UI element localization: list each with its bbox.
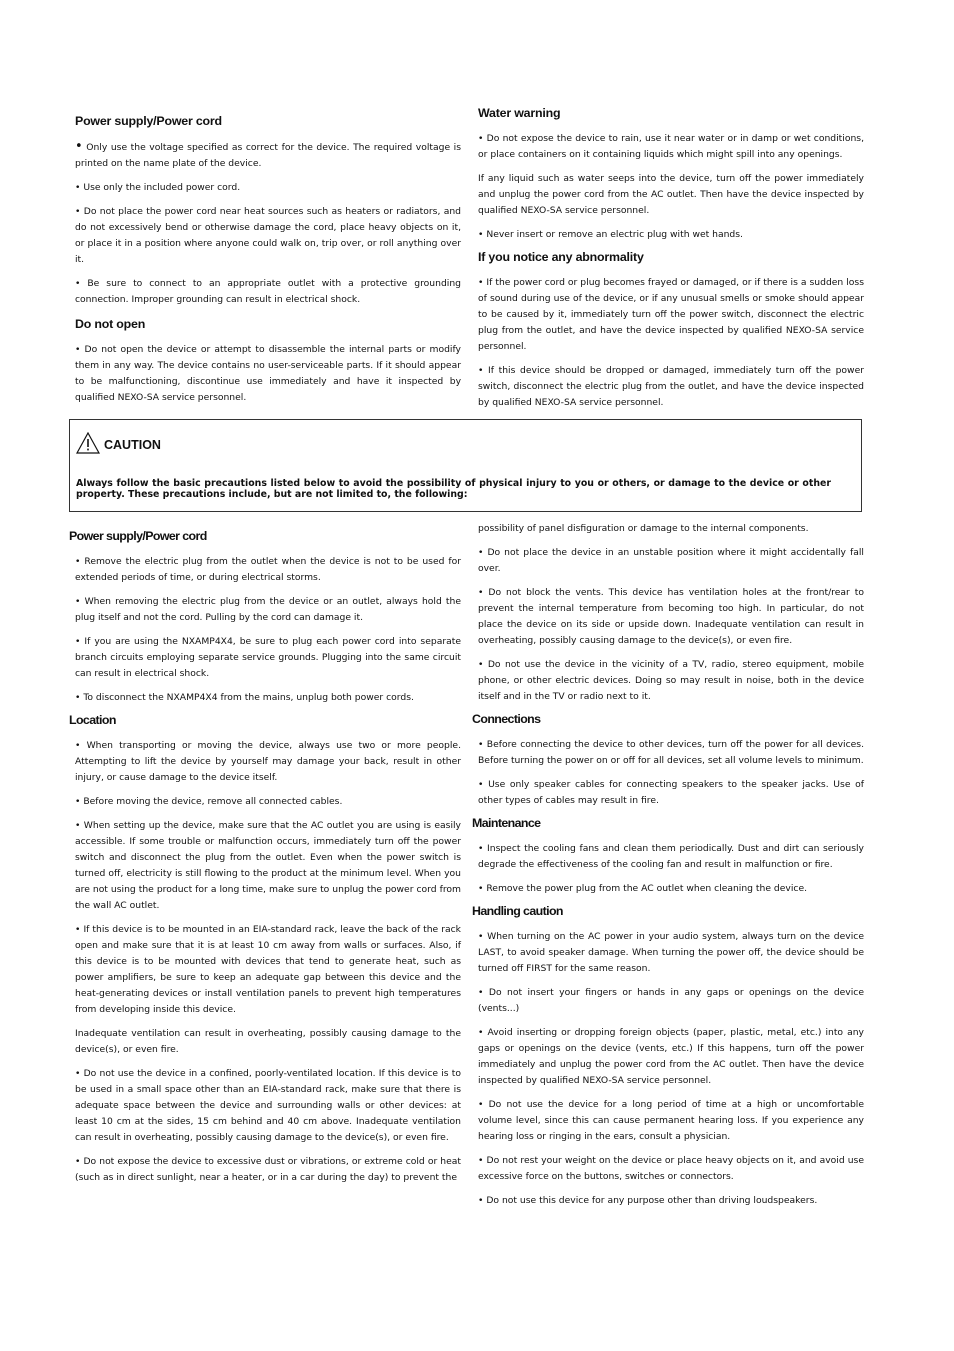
caution-label: CAUTION bbox=[104, 438, 161, 452]
paragraph: • Remove the power plug from the AC outlet when cleaning the device. bbox=[478, 883, 808, 894]
paragraph: • Do not block the vents. This device has ventilation holes at the front/rear to prevent the internal temperature from becoming too high. In particular, do not place the device on its side or upside down. Inadequate ventilation can result in overheating, possibly causing damage to the device(s), or even fire. bbox=[478, 587, 864, 646]
paragraph: • Use only the included power cord. bbox=[75, 182, 241, 193]
paragraph: • Do not rest your weight on the device or place heavy objects on it, and avoid use excessive force on the buttons, switches or connectors. bbox=[478, 1155, 864, 1182]
paragraph: • Before connecting the device to other devices, turn off the power for all devices. Before turning the power on or off for all devices, set all volume levels to minimum. bbox=[478, 739, 864, 766]
paragraph: • Remove the electric plug from the outlet when the device is not to be used for extended periods of time, or during electrical storms. bbox=[75, 556, 461, 583]
section-heading-do-not-open: Do not open bbox=[75, 317, 146, 331]
paragraph: • Only use the voltage specified as correct for the device. The required voltage is printed on the name plate of the device. bbox=[75, 139, 462, 169]
warning-triangle-icon bbox=[76, 432, 100, 454]
paragraph: • Do not insert your fingers or hands in any gaps or openings on the device (vents...) bbox=[478, 987, 864, 1014]
section-heading-handling-caution: Handling caution bbox=[472, 904, 563, 918]
paragraph: • Be sure to connect to an appropriate outlet with a protective grounding connection. Improper grounding can result in electrical shock. bbox=[75, 278, 461, 305]
section-heading-maintenance: Maintenance bbox=[472, 816, 541, 830]
paragraph: • If this device should be dropped or damaged, immediately turn off the power switch, disconnect the electric plug from the outlet, and have the device inspected by qualified NEXO-SA service personnel. bbox=[478, 365, 864, 408]
paragraph: • Do not use the device in a confined, poorly-ventilated location. If this device is to be used in a small space other than an EIA-standard rack, make sure that there is adequate space between the device and surrounding walls or other devices: at least 10 cm at the sides, 15 cm behind and 40 cm above. Inadequate ventilation can result in overheating, possibly causing damage to the device(s), or even fire. bbox=[75, 1068, 461, 1143]
paragraph: • When setting up the device, make sure that the AC outlet you are using is easily accessible. If some trouble or malfunction occurs, immediately turn off the power switch and disconnect the plug from the outlet. Even when the power switch is turned off, electricity is still flowing to the product at the minimum level. When you are not using the product for a long time, make sure to unplug the power cord from the wall AC outlet. bbox=[75, 820, 461, 911]
paragraph: • Inspect the cooling fans and clean them periodically. Dust and dirt can seriously degrade the effectiveness of the cooling fan and result in malfunction or fire. bbox=[478, 843, 864, 870]
caution-left-column bbox=[69, 529, 461, 1186]
paragraph: • Do not open the device or attempt to disassemble the internal parts or modify them in any way. The device contains no user-serviceable parts. If it should appear to be malfunctioning, discontinue use immediately and have it inspected by qualified NEXO-SA service personnel. bbox=[75, 344, 461, 403]
paragraph: • Do not use this device for any purpose other than driving loudspeakers. bbox=[478, 1195, 818, 1206]
section-heading-connections: Connections bbox=[472, 712, 541, 726]
paragraph: • If you are using the NXAMP4X4, be sure to plug each power cord into separate branch circuits employing separate service grounds. Plugging into the same circuit can result in electrical shock. bbox=[75, 636, 461, 679]
caution-intro-text: Always follow the basic precautions listed below to avoid the possibility of physical injury to you or others, or damage to the device or other property. These precautions include, but are not limited to, the following: bbox=[76, 478, 831, 500]
paragraph: • When transporting or moving the device, always use two or more people. Attempting to lift the device by yourself may damage your back, result in other injury, or cause damage to the device itself. bbox=[75, 740, 461, 783]
caution-title bbox=[76, 432, 161, 454]
caution-box bbox=[69, 419, 862, 512]
paragraph: • To disconnect the NXAMP4X4 from the mains, unplug both power cords. bbox=[75, 692, 414, 703]
section-heading-location: Location bbox=[69, 713, 116, 727]
paragraph: • Avoid inserting or dropping foreign objects (paper, plastic, metal, etc.) into any gaps or openings on the device (vents, etc.) If this happens, turn off the power immediately and unplug the power cord from the AC outlet. Then have the device inspected by qualified NEXO-SA service personnel. bbox=[478, 1027, 864, 1086]
paragraph: • Do not use the device for a long period of time at a high or uncomfortable volume level, since this can cause permanent hearing loss. If you experience any hearing loss or ringing in the ears, consult a physician. bbox=[478, 1099, 864, 1142]
paragraph: Inadequate ventilation can result in overheating, possibly causing damage to the device(s), or even fire. bbox=[75, 1028, 461, 1055]
paragraph: If any liquid such as water seeps into the device, turn off the power immediately and unplug the power cord from the AC outlet. Then have the device inspected by qualified NEXO-SA service personnel. bbox=[478, 173, 864, 216]
paragraph: • Do not expose the device to rain, use it near water or in damp or wet conditions, or place containers on it containing liquids which might spill into any openings. bbox=[478, 133, 864, 160]
warning-left-column bbox=[75, 114, 461, 406]
section-heading-water-warning: Water warning bbox=[478, 106, 561, 120]
section-heading-abnormality: If you notice any abnormality bbox=[478, 250, 644, 264]
paragraph: • When removing the electric plug from the device or an outlet, always hold the plug itself and not the cord. Pulling by the cord can damage it. bbox=[75, 596, 461, 623]
paragraph: • Do not place the device in an unstable position where it might accidentally fall over. bbox=[478, 547, 864, 574]
paragraph: • Never insert or remove an electric plug with wet hands. bbox=[478, 229, 743, 240]
paragraph: • If this device is to be mounted in an EIA-standard rack, leave the back of the rack open and make sure that it is at least 10 cm away from walls or surfaces. Also, if this device is to be mounted with devices that tend to generate heat, such as power amplifiers, be sure to keep an adequate gap between this device and the heat-generating devices or install ventilation panels to prevent high temperatures from developing inside this device. bbox=[75, 924, 461, 1015]
paragraph: • Use only speaker cables for connecting speakers to the speaker jacks. Use of other types of cables may result in fire. bbox=[478, 779, 864, 806]
paragraph: • Do not place the power cord near heat sources such as heaters or radiators, and do not excessively bend or otherwise damage the cord, place heavy objects on it, or place it in a position where anyone could walk on, trip over, or roll anything over it. bbox=[75, 206, 461, 265]
paragraph: • Do not use the device in the vicinity of a TV, radio, stereo equipment, mobile phone, or other electric devices. Doing so may result in noise, both in the device itself and in the TV or radio next to it. bbox=[478, 659, 864, 702]
paragraph: • When turning on the AC power in your audio system, always turn on the device LAST, to avoid speaker damage. When turning the power off, the device should be turned off FIRST for the same reason. bbox=[478, 931, 864, 974]
paragraph: possibility of panel disfiguration or damage to the internal components. bbox=[478, 523, 809, 534]
section-heading-power-supply: Power supply/Power cord bbox=[75, 114, 222, 128]
paragraph: • Before moving the device, remove all connected cables. bbox=[75, 796, 343, 807]
paragraph: • Do not expose the device to excessive dust or vibrations, or extreme cold or heat (such as in direct sunlight, near a heater, or in a car during the day) to prevent the bbox=[75, 1156, 461, 1183]
paragraph: • If the power cord or plug becomes frayed or damaged, or if there is a sudden loss of sound during use of the device, or if any unusual smells or smoke should appear to be caused by it, immediately turn off the power switch, disconnect the electric plug from the outlet, and have the device inspected by qualified NEXO-SA service personnel. bbox=[478, 277, 864, 352]
caution-right-column bbox=[472, 521, 864, 1209]
bullet: • bbox=[75, 139, 83, 154]
warning-right-column bbox=[478, 106, 864, 411]
section-heading-power-supply: Power supply/Power cord bbox=[69, 529, 207, 543]
